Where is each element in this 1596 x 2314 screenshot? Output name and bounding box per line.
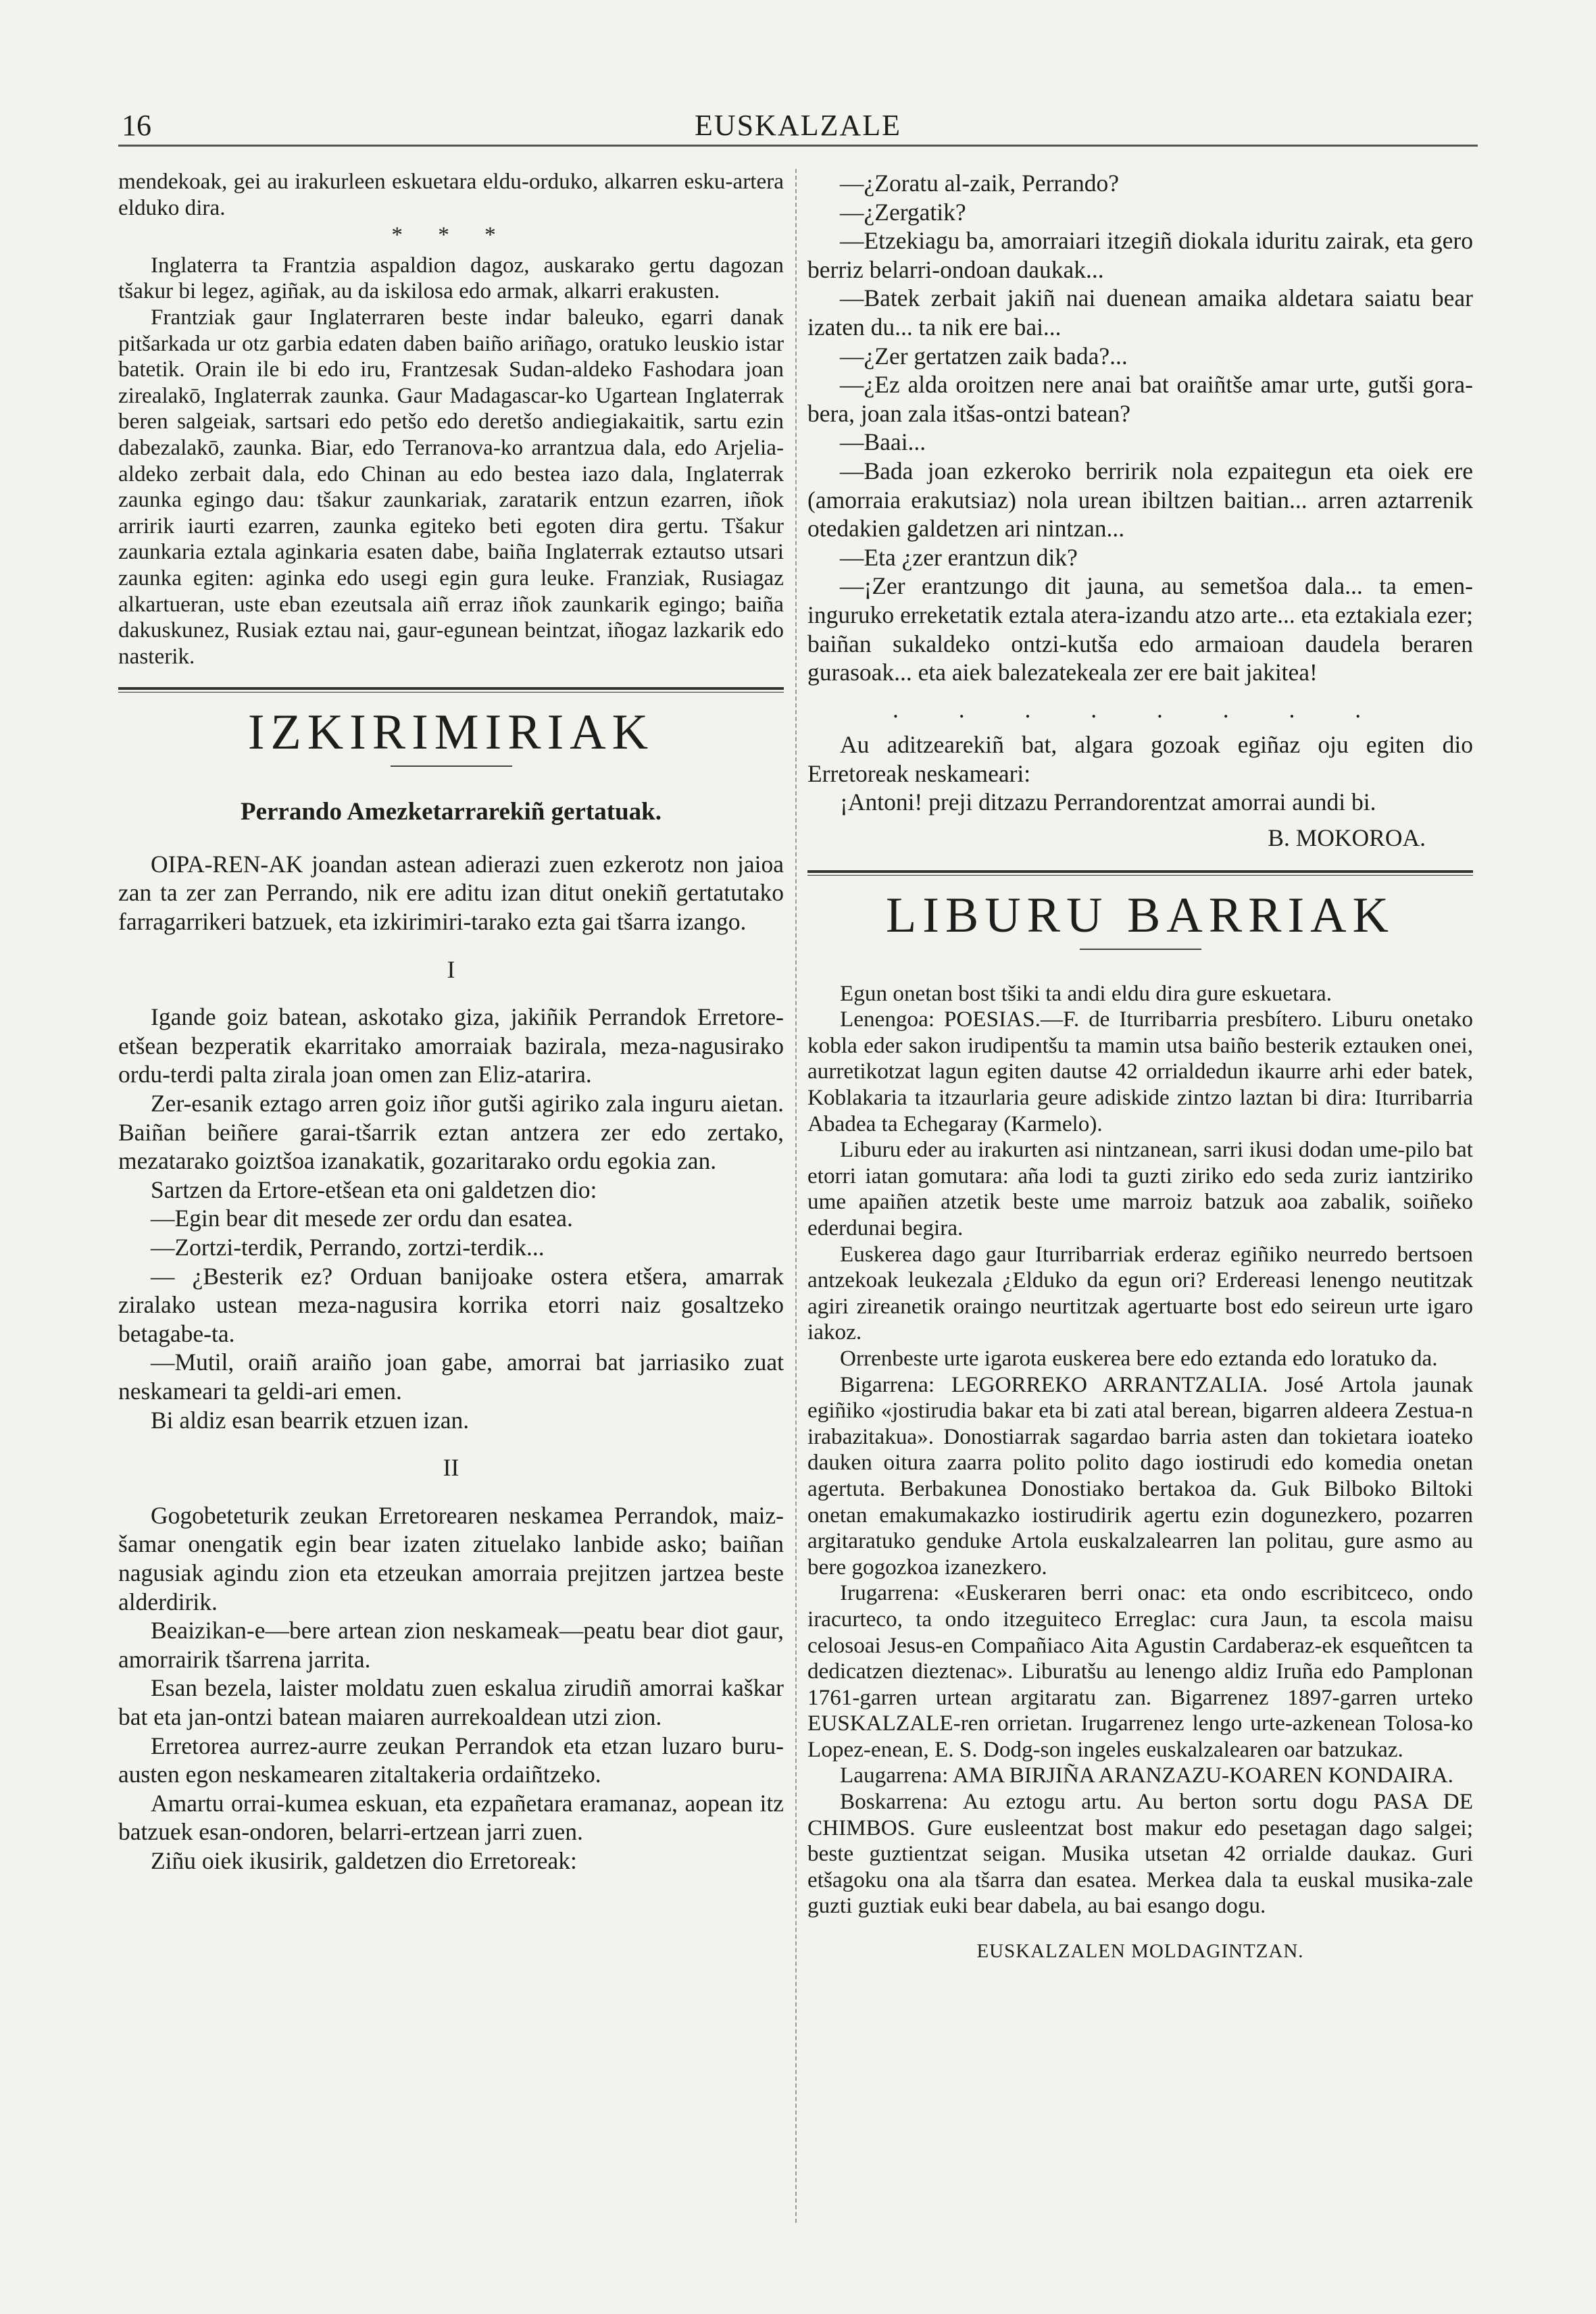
books-paragraph: Orrenbeste urte igarota euskerea bere edo eztanda edo loratuko da. <box>840 1345 1438 1371</box>
column-divider <box>795 169 797 2223</box>
dialogue-line: —Bada joan ezkeroko berririk nola ezpaitegun eta oiek ere (amorraia erakutsiaz) nola urean ibiltzen baitian... arren aztarrenik otedakien galdetzen ari nintzan... <box>807 457 1473 543</box>
section-title-liburu-barriak: LIBURU BARRIAK <box>886 887 1395 943</box>
story-paragraph: Esan bezela, laister moldatu zuen eskalua zirudiñ amorrai kaškar bat eta jan-ontzi batean maiaren aurrekoaldean utzi zion. <box>118 1674 784 1730</box>
section-rule <box>118 687 784 693</box>
part-numeral-2: II <box>443 1454 459 1482</box>
story-paragraph: Ziñu oiek ikusirik, galdetzen dio Erretoreak: <box>151 1846 577 1874</box>
books-paragraph: Euskerea dago gaur Iturribarriak erderaz egiñiko neurredo bertsoen antzekoak leukezala ¿Elduko da egun ori? Erdereasi lenengo neutitzak agiri zireanetik oraingo neurtitzak agertuarte bost edo seireun urte igaro iakoz. <box>807 1241 1473 1345</box>
author-signature: B. MOKOROA. <box>1268 824 1426 852</box>
printer-imprint: EUSKALZALEN MOLDAGINTZAN. <box>976 1940 1304 1963</box>
dialogue-line: —¿Zoratu al-zaik, Perrando? <box>840 170 1119 197</box>
story-paragraph: Bi aldiz esan bearrik etzuen izan. <box>151 1406 470 1434</box>
dialogue-line: —¡Zer erantzungo dit jauna, au semetšoa dala... ta emen-inguruko erreketatik eztala atera-izandu atzo arte... eta eztakiala ezer; baiñan sukaldeko ontzi-kutša edo armaioan daudela beraren gurasoak... eta aiek balezatekeala zer ere bait jakitea! <box>807 572 1473 686</box>
dialogue-line: —¿Ez alda oroitzen nere anai bat oraiñtše amar urte, gutši gora-bera, joan zala itšas-ontzi batean? <box>807 371 1473 427</box>
dialogue-line: —¿Zer gertatzen zaik bada?... <box>840 342 1128 370</box>
header-rule <box>118 145 1478 147</box>
news-paragraph: Frantziak gaur Inglaterraren beste indar baleuko, egarri danak pitšarkada ur otz garbia edaten daben baiño ariñago, oratuko leuskio istar batetik. Orain ile bi edo iru, Frantzesak Sudan-aldeko Fashodara joan zirealakō, Inglaterrak zaunka. Gaur Madagascar-ko Ugartean Inglaterrak beren salgeiak, sartsari edo petšo edo deretšo andiegiakaitik, sartu ezin dabezalakō, zaunka. Biar, edo Terranova-ko arrantzua dala, edo Arjelia-aldeko zerbait dala, edo Chinan au edo bestea iazo dala, Inglaterrak zaunka egingo dau: tšakur zaunkariak, zaratarik entzun ezarren, iñok arririk iaurti ezarren, zaunka egiteko beti egoten dira gertu. Tšakur zaunkaria eztala aginkaria esaten dabe, baiña Inglaterrak eztautso utsari zaunka egiten: aginka edo usegi egin gura leuke. Franziak, Rusiagaz alkartueran, uste eban ezeutsala aiñ erraz iñok zaunkarik egingo; baiña dakuskunez, Rusiak eztau nai, gaur-egunean beintzat, iñogaz lazkarik edo nasterik. <box>118 304 784 669</box>
story-paragraph: —Egin bear dit mesede zer ordu dan esatea. <box>151 1205 573 1232</box>
books-paragraph: Boskarrena: Au eztogu artu. Au berton sortu dogu PASA DE CHIMBOS. Gure eusleentzat bost makur edo pesetagan dago salgei; beste guztientzat seigan. Musika utsetan 42 orrialde daukaz. Guri etšagoku ona ala tšarra dan esatea. Merkea dala ta euskal musika-zale guzti guztiak euki bear dabela, au bai esango dogu. <box>807 1789 1473 1919</box>
dialogue-line: —¿Zergatik? <box>840 198 966 226</box>
section-stars: * * * <box>391 222 511 248</box>
books-paragraph: Egun onetan bost tšiki ta andi eldu dira gure eskuetara. <box>840 980 1332 1006</box>
story-paragraph: Erretorea aurrez-aurre zeukan Perrandok eta etzan luzaro buru-austen egon neskamearen zitaltakeria ordaiñtzeko. <box>118 1732 784 1788</box>
dialogue-line: —Etzekiagu ba, amorraiari itzegiñ diokala iduritu zairak, eta gero berriz belarri-ondoan daukak... <box>807 227 1473 283</box>
story-paragraph: —Mutil, oraiñ araiño joan gabe, amorrai bat jarriasiko zuat neskameari ta geldi-ari emen. <box>118 1349 784 1405</box>
page-number: 16 <box>122 109 151 142</box>
right-column <box>807 169 1473 1966</box>
news-paragraph: Inglaterra ta Frantzia aspaldion dagoz, auskarako gertu dagozan tšakur bi legez, agiñak, au da iskilosa edo armak, alkarri erakusten. <box>118 252 784 304</box>
story-subtitle: Perrando Amezketarrarekiñ gertatuak. <box>240 798 662 826</box>
news-block <box>118 169 784 670</box>
closing-paragraph: ¡Antoni! preji ditzazu Perrandorentzat amorrai aundi bi. <box>840 788 1376 816</box>
books-paragraph: Laugarrena: AMA BIRJIÑA ARANZAZU-KOAREN KONDAIRA. <box>840 1763 1453 1788</box>
story-paragraph: Amartu orrai-kumea eskuan, eta ezpañetara eramanaz, aopean itz batzuek esan-ondoren, belarri-ertzean jarri zuen. <box>118 1789 784 1846</box>
story-paragraph: — ¿Besterik ez? Orduan banijoake ostera etšera, amarrak ziralako ustean meza-nagusira korrika etorri naiz gosaltzeko betagabe-ta. <box>118 1262 784 1347</box>
story-paragraph: Sartzen da Ertore-etšean eta oni galdetzen dio: <box>151 1176 597 1203</box>
books-paragraph: Liburu eder au irakurten asi nintzanean, sarri ikusi dodan ume-pilo bat etorri iatan gomutara: aña lodi ta guzti ziriko edo seda zuriz iantziriko ume apaiñen atzetik beste ume marroiz batzuk aoa zabalik, soiñeko ederdunai begira. <box>807 1137 1473 1240</box>
part-numeral-1: I <box>447 955 455 983</box>
section-dots: . . . . . . . . <box>892 695 1389 723</box>
books-paragraph: Lenengoa: POESIAS.—F. de Iturribarria presbítero. Liburu onetako kobla eder sakon irudipentšu ta mamin utsa baiño besterik eztauken onei, aurretikotzat lagun egiten dautse 42 orrialdedun ikaurre arhi eder batek, Koblakaria ta itzaurlaria geure adiskide zintzo laztan bi dira: Iturribarria Abadea ta Echegaray (Karmelo). <box>807 1007 1473 1136</box>
story-paragraph: —Zortzi-terdik, Perrando, zortzi-terdik... <box>151 1234 545 1261</box>
books-paragraph: Bigarrena: LEGORREKO ARRANTZALIA. José Artola jaunak egiñiko «jostirudia bakar eta bi zati atal berean, bigarren aldeera Zestua-n irabazitakua». Donostiarrak sagardao barria asten dan tokietara ioateko dauken oitura zaarra polito polito dago iostirudi edo komedia onetan agertuta. Berbakunea Donostiako bertakoa da. Guk Bilboko Biltoki onetan emakumakazko iostirudirik agertu ezin dogunezkero, pozarren argitaratuko genduke Artola euskalzalearren lan politau, gure asmo au bere gogozkoa izanezkero. <box>807 1372 1473 1580</box>
title-underline <box>391 765 512 767</box>
running-title: EUSKALZALE <box>695 109 901 142</box>
story-paragraph: Beaizikan-e—bere artean zion neskameak—peatu bear diot gaur, amorrairik tšarrena jarrita. <box>118 1617 784 1673</box>
section-title-izkirimiriak: IZKIRIMIRIAK <box>247 705 655 761</box>
page-header <box>0 108 1596 155</box>
story-intro: OIPA-REN-AK joandan astean adierazi zuen ezkerotz non jaioa zan ta zer zan Perrando, nik ere aditu izan ditut onekiñ gertatutako farragarrikeri batzuek, eta izkirimiri-tarako ezta gai tšarra izango. <box>118 850 784 936</box>
books-block <box>807 981 1473 1919</box>
books-paragraph: Irugarrena: «Euskeraren berri onac: eta ondo escribitceco, ondo iracurteco, ta ondo itzeguiteco Erreglac: cura Jaun, ta escola maisu celosoai Jesus-en Compañiaco Aita Agustin Cardaberaz-ek esqueñtcen ta dedicatzen dieztenac». Liburatšu au lenengo aldiz Iruña edo Pamplonan 1761-garren urtean argitaratu zan. Bigarrenez 1897-garren urteko EUSKALZALE-ren orrietan. Irugarrenez lengo urte-azkenean Tolosa-ko Lopez-enean, E. S. Dodg-son ingeles euskalzalearen oar batzukaz. <box>807 1580 1473 1762</box>
section-rule <box>807 870 1473 876</box>
title-underline <box>1080 949 1201 950</box>
dialogue-line: —Batek zerbait jakiñ nai duenean amaika aldetara saiatu bear izaten du... ta nik ere bai... <box>807 284 1473 341</box>
story-paragraph: Gogobeteturik zeukan Erretorearen neskamea Perrandok, maiz-šamar onengatik egin bear izaten zituelako lanbide asko; baiñan nagusiak agindu zion eta etzeukan amorraia prejitzen jartzea beste alderdirik. <box>118 1501 784 1615</box>
dialogue-line: —Baai... <box>840 428 926 456</box>
left-column <box>118 169 784 1875</box>
dialogue-line: —Eta ¿zer erantzun dik? <box>840 543 1078 571</box>
story-paragraph: Zer-esanik eztago arren goiz iñor gutši agiriko zala inguru aietan. Baiñan beiñere garai-tšarrik eztan antzera zer edo zertako, mezatarako goiztšoa izanakatik, gozaritarako ordu egokia zan. <box>118 1090 784 1175</box>
continuation-paragraph: mendekoak, gei au irakurleen eskuetara eldu-orduko, alkarren esku-artera elduko dira. <box>118 169 784 220</box>
story-paragraph: Igande goiz batean, askotako giza, jakiñik Perrandok Erretore-etšean bezperatik ekarritako amorraiak bazirala, meza-nagusirako ordu-terdi palta zirala joan omen zan Eliz-atarira. <box>118 1003 784 1088</box>
closing-paragraph: Au aditzearekiñ bat, algara gozoak egiñaz oju egiten dio Erretoreak neskameari: <box>807 731 1473 787</box>
